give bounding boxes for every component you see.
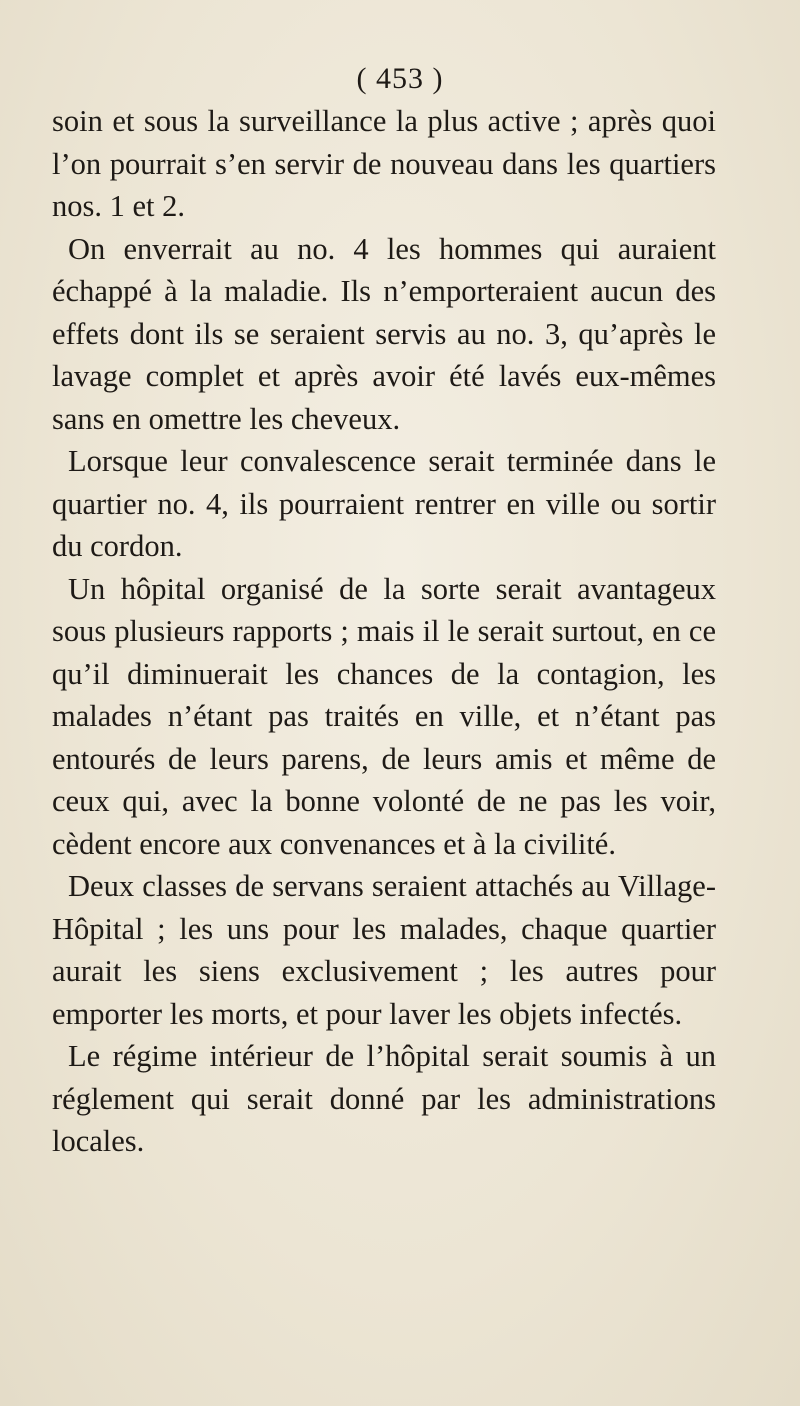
page-number: ( 453 ) — [356, 62, 444, 95]
body-text — [52, 100, 716, 1163]
paragraph-1: soin et sous la surveillance la plus active ; après quoi l’on pourrait s’en servir de nouveau dans les quartiers nos. 1 et 2. — [52, 104, 716, 223]
paragraph-4: Un hôpital organisé de la sorte serait avantageux sous plusieurs rapports ; mais il le serait surtout, en ce qu’il diminuerait les chances de la contagion, les malades n’étant pas traités en ville, et n’étant pas entourés de leurs parens, de leurs amis et même de ceux qui, avec la bonne volonté de ne pas les voir, cèdent encore aux convenances et à la civilité. — [52, 571, 716, 861]
paragraph-3: Lorsque leur convalescence serait terminée dans le quartier no. 4, ils pourraient rentrer en ville ou sortir du cordon. — [52, 444, 716, 563]
paragraph-6: Le régime intérieur de l’hôpital serait soumis à un réglement qui serait donné par les administrations locales. — [52, 1039, 716, 1158]
paragraph-5: Deux classes de servans seraient attachés au Village-Hôpital ; les uns pour les malades, chaque quartier aurait les siens exclusivement ; les autres pour emporter les morts, et pour laver les objets infectés. — [52, 869, 716, 1031]
paragraph-2: On enverrait au no. 4 les hommes qui auraient échappé à la maladie. Ils n’emporteraient aucun des effets dont ils se seraient servis au no. 3, qu’après le lavage complet et après avoir été lavés eux-mêmes sans en omettre les cheveux. — [52, 231, 716, 436]
